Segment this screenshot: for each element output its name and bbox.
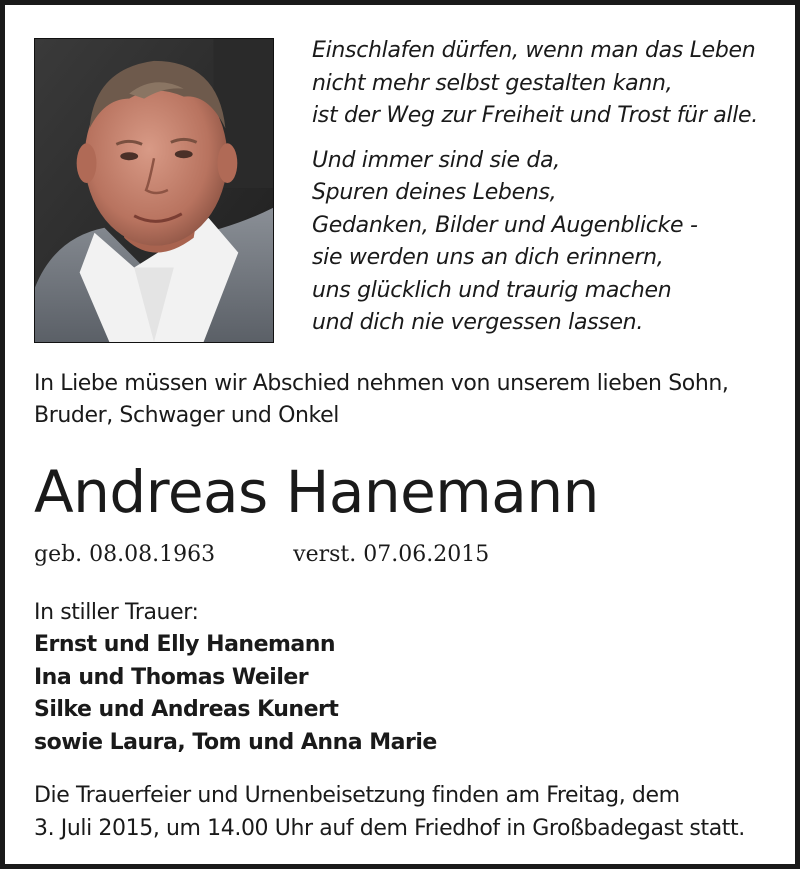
poem-line: Spuren deines Lebens, xyxy=(312,180,557,205)
mourners-list xyxy=(34,629,437,759)
poem-line: Gedanken, Bilder und Augenblicke - xyxy=(312,212,698,238)
farewell-intro xyxy=(34,368,729,432)
mourner-name: Silke und Andreas Kunert xyxy=(34,697,339,722)
funeral-details xyxy=(34,779,745,845)
funeral-line: Die Trauerfeier und Urnenbeisetzung finden am Freitag, dem xyxy=(34,783,680,808)
intro-line: Bruder, Schwager und Onkel xyxy=(34,403,339,428)
poem-stanza-2 xyxy=(312,145,758,340)
poem-line: und dich nie vergessen lassen. xyxy=(312,310,644,335)
intro-line: In Liebe müssen wir Abschied nehmen von unserem lieben Sohn, xyxy=(34,371,729,396)
poem-line: sie werden uns an dich erinnern, xyxy=(312,245,664,270)
poem-line: Einschlafen dürfen, wenn man das Leben xyxy=(312,38,756,63)
memorial-poem xyxy=(312,35,758,340)
poem-stanza-1 xyxy=(312,35,758,133)
mourner-name: sowie Laura, Tom und Anna Marie xyxy=(34,729,437,755)
portrait-image xyxy=(35,39,273,342)
mourner-name: Ernst und Elly Hanemann xyxy=(34,632,336,657)
mourning-label: In stiller Trauer: xyxy=(34,600,199,625)
mourner-name: Ina und Thomas Weiler xyxy=(34,664,309,690)
death-date: verst. 07.06.2015 xyxy=(293,542,490,567)
funeral-line: 3. Juli 2015, um 14.00 Uhr auf dem Friedhof in Großbadegast statt. xyxy=(34,816,745,841)
poem-line: Und immer sind sie da, xyxy=(312,147,560,173)
poem-line: nicht mehr selbst gestalten kann, xyxy=(312,70,673,96)
life-dates xyxy=(34,540,489,570)
poem-line: uns glücklich und traurig machen xyxy=(312,277,672,303)
deceased-name: Andreas Hanemann xyxy=(34,458,599,526)
portrait-photo xyxy=(34,38,274,343)
birth-date: geb. 08.08.1963 xyxy=(34,542,216,567)
poem-line: ist der Weg zur Freiheit und Trost für alle. xyxy=(312,103,758,128)
